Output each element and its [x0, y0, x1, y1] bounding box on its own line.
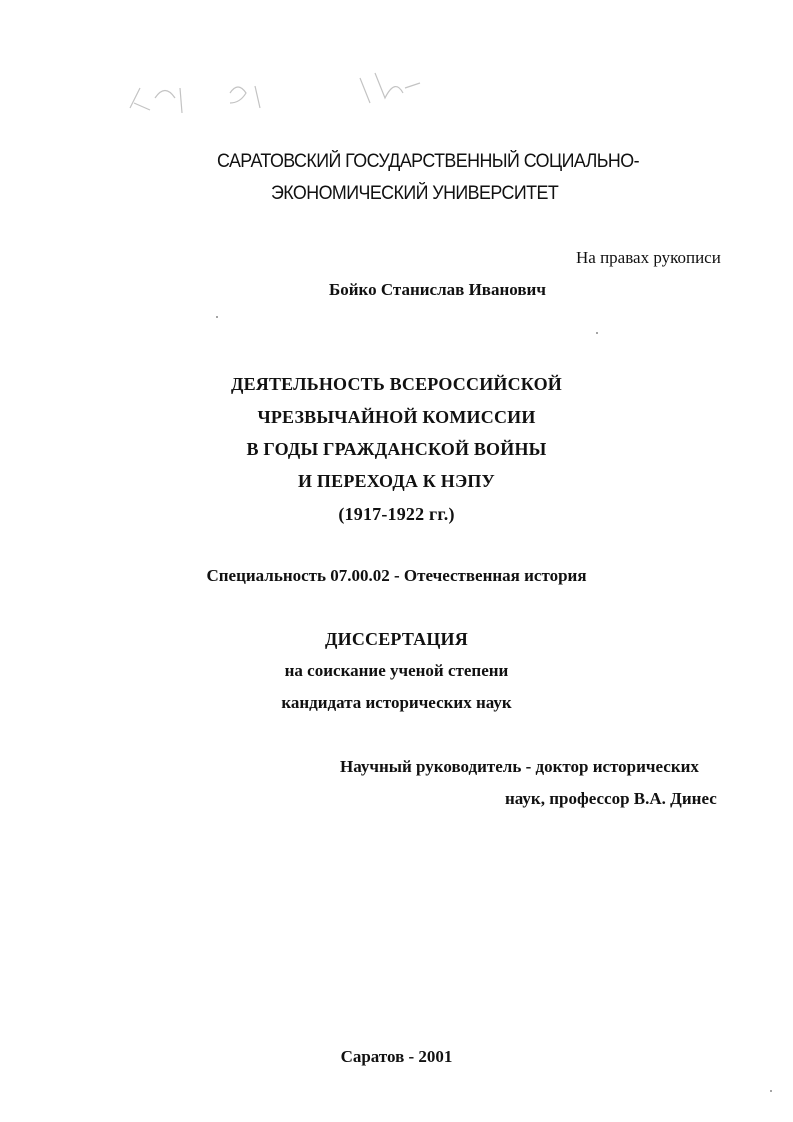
- title-line-4: И ПЕРЕХОДА К НЭПУ: [298, 471, 495, 491]
- supervisor-line1: Научный руководитель - доктор исторических: [340, 757, 699, 776]
- scan-speck: [216, 316, 218, 318]
- university-name-line2: ЭКОНОМИЧЕСКИЙ УНИВЕРСИТЕТ: [271, 183, 559, 204]
- place-and-year: Саратов - 2001: [340, 1047, 453, 1066]
- specialty: Специальность 07.00.02 - Отечественная история: [206, 566, 587, 585]
- manuscript-note: На правах рукописи: [576, 248, 721, 267]
- title-line-3: В ГОДЫ ГРАЖДАНСКОЙ ВОЙНЫ: [246, 439, 547, 459]
- scan-speck: [770, 1090, 772, 1092]
- title-line-1: ДЕЯТЕЛЬНОСТЬ ВСЕРОССИЙСКОЙ: [230, 374, 563, 394]
- author-name: Бойко Станислав Иванович: [329, 280, 546, 299]
- dissertation-degree-line1: на соискание ученой степени: [284, 661, 509, 680]
- supervisor-line2: наук, профессор В.А. Динес: [505, 789, 717, 808]
- title-years: (1917-1922 гг.): [338, 504, 455, 524]
- handwritten-mark: [120, 58, 450, 128]
- scan-speck: [596, 332, 598, 334]
- university-name-line1: САРАТОВСКИЙ ГОСУДАРСТВЕННЫЙ СОЦИАЛЬНО-: [217, 151, 639, 172]
- title-line-2: ЧРЕЗВЫЧАЙНОЙ КОМИССИИ: [257, 407, 536, 427]
- dissertation-degree-line2: кандидата исторических наук: [281, 693, 512, 712]
- dissertation-heading: ДИССЕРТАЦИЯ: [325, 629, 468, 649]
